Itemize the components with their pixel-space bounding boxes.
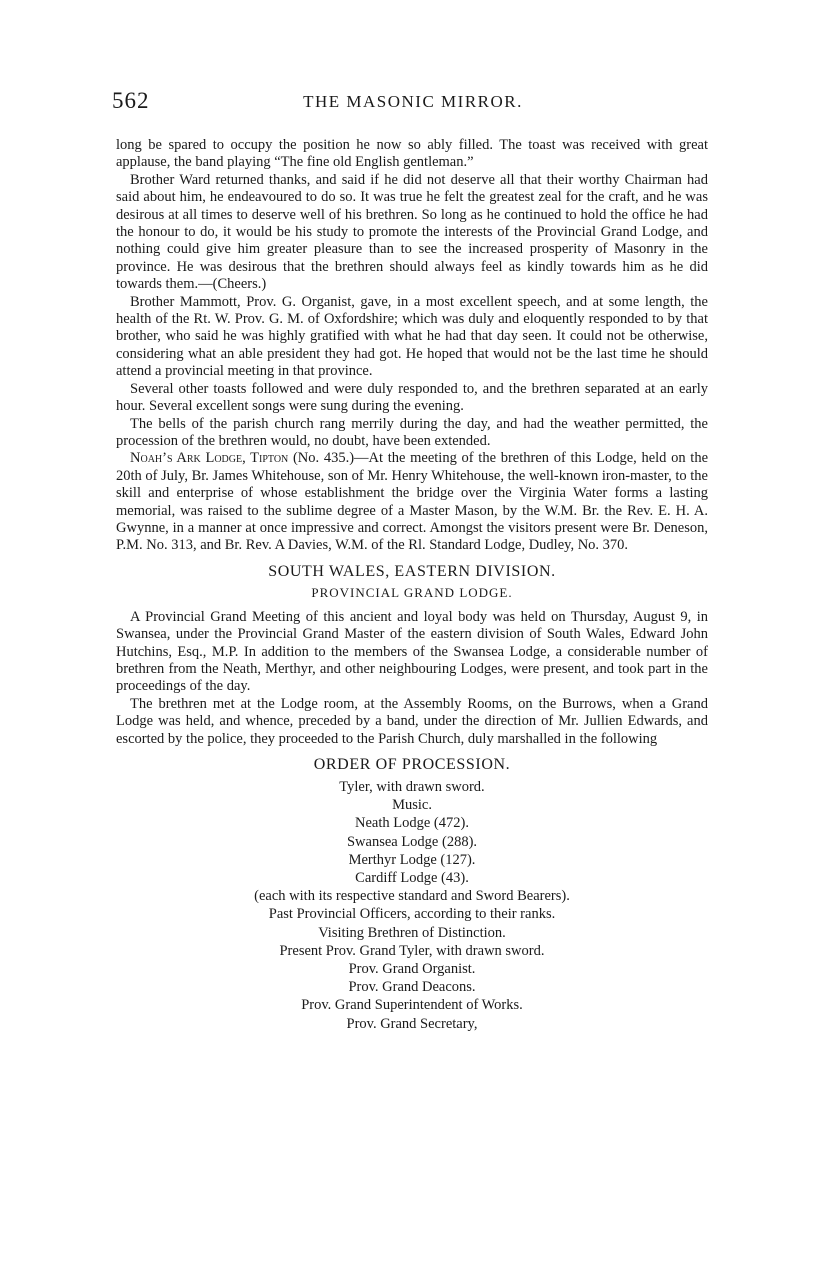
procession-item: Swansea Lodge (288). — [346, 833, 478, 850]
procession-list — [116, 778, 708, 1033]
paragraph-toast-applause: long be spared to occupy the position he now so ably filled. The toast was received with great applause, the band playing “The fine old English gentleman.” — [116, 137, 708, 171]
procession-item: Neath Lodge (472). — [355, 815, 469, 832]
article-body — [116, 137, 708, 1033]
page-header — [112, 88, 714, 116]
procession-item: Present Prov. Grand Tyler, with drawn sword. — [279, 942, 545, 959]
running-title: THE MASONIC MIRROR. — [303, 92, 523, 111]
procession-item: Cardiff Lodge (43). — [355, 870, 469, 887]
paragraph-parish-bells: The bells of the parish church rang merrily during the day, and had the weather permitted, the procession of the brethren would, no doubt, have been extended. — [116, 415, 708, 449]
sub-heading: PROVINCIAL GRAND LODGE. — [311, 584, 513, 600]
procession-heading: ORDER OF PROCESSION. — [313, 756, 511, 773]
procession-item: Prov. Grand Organist. — [348, 961, 476, 978]
procession-item: Prov. Grand Deacons. — [348, 979, 476, 996]
procession-item: (each with its respective standard and Sword Bearers). — [254, 888, 570, 905]
paragraph-lodge-room: The brethren met at the Lodge room, at the Assembly Rooms, on the Burrows, when a Grand Lodge was held, and whence, preceded by a band, under the direction of Mr. Jullien Edwards, and escorted by the police, they proceeded to the Parish Church, duly marshalled in the following — [116, 695, 708, 747]
paragraph-noahs-ark-lodge — [116, 450, 708, 554]
procession-item: Prov. Grand Secretary, — [346, 1015, 478, 1032]
paragraph-other-toasts: Several other toasts followed and were duly responded to, and the brethren separated at an early hour. Several excellent songs were sung during the evening. — [116, 380, 708, 415]
procession-item: Tyler, with drawn sword. — [339, 779, 485, 795]
paragraph-provincial-meeting: A Provincial Grand Meeting of this ancient and loyal body was held on Thursday, August 9, in Swansea, under the Provincial Grand Master of the eastern division of South Wales, Edward John Hutchins, Esq., M.P. In addition to the members of the Swansea Lodge, a considerable number of brethren from the Neath, Merthyr, and other neighbouring Lodges, were present, and took part in the proceedings of the day. — [116, 608, 708, 695]
paragraph-brother-mammott: Brother Mammott, Prov. G. Organist, gave, in a most excellent speech, and at some length, the health of the Rt. W. Prov. G. M. of Oxfordshire; which was duly and eloquently responded to by that brother, who said he was highly gratified with what he had that day seen. It could not be otherwise, considering what an able president they had got. He hoped that would not be the last time he should attend a provincial meeting in that province. — [116, 293, 708, 380]
page-number: 562 — [112, 88, 150, 113]
paragraph-brother-ward: Brother Ward returned thanks, and said if he did not deserve all that their worthy Chairman had said about him, he endeavoured to do so. It was true he felt the greatest zeal for the craft, and he was desirous at all times to deserve well of his brethren. So long as he continued to hold the office he had the honour to do, it would be his study to promote the interests of the Provincial Grand Lodge, and nothing could give him greater pleasure than to see the increased prosperity of Masonry in the province. He was desirous that the brethren should always feel as kindly towards him as he did towards them.—(Cheers.) — [116, 171, 708, 293]
procession-item: Visiting Brethren of Distinction. — [318, 924, 506, 941]
procession-item: Merthyr Lodge (127). — [348, 851, 476, 868]
section-heading: SOUTH WALES, EASTERN DIVISION. — [268, 562, 556, 580]
procession-item: Past Provincial Officers, according to their ranks. — [268, 906, 556, 923]
lodge-report-text: (No. 435.)—At the meeting of the brethren of this Lodge, held on the 20th of July, Br. James Whitehouse, son of Mr. Henry Whitehouse, the well-known iron-master, to the skill and enterprise of whose establishment the bridge over the Virginia Water forms a lasting memorial, was raised to the sublime degree of a Master Mason, by the W.M. Br. the Rev. E. H. A. Gwynne, in a manner at once impressive and correct. Amongst the visitors present were Br. Deneson, P.M. No. 313, and Br. Rev. A Davies, W.M. of the Rl. Standard Lodge, Dudley, No. 370. — [116, 450, 709, 554]
procession-item: Prov. Grand Superintendent of Works. — [301, 997, 523, 1014]
procession-item: Music. — [392, 797, 432, 814]
lodge-name: Noah’s Ark Lodge, Tipton — [130, 450, 289, 467]
